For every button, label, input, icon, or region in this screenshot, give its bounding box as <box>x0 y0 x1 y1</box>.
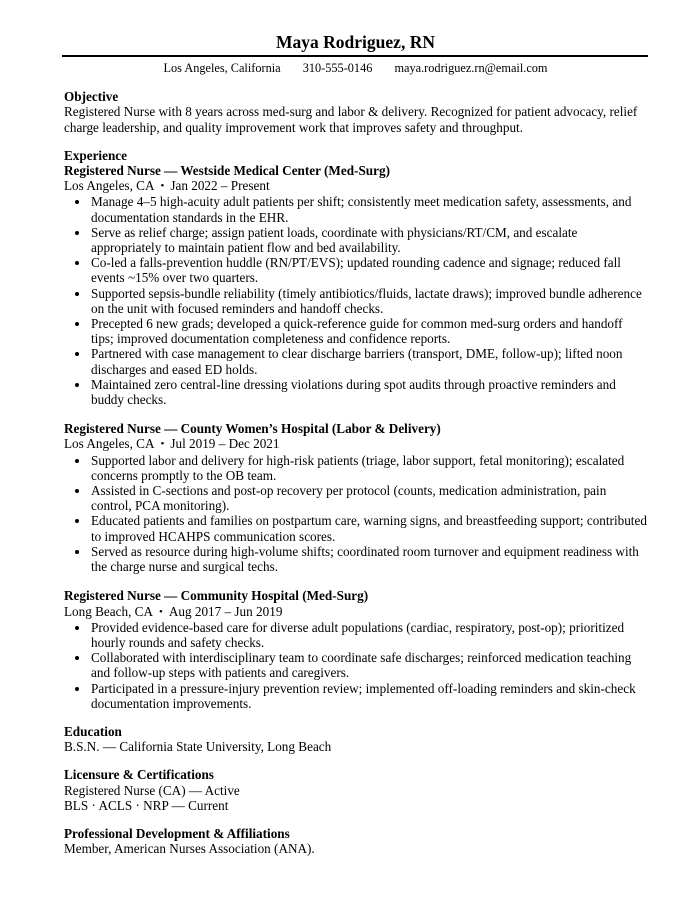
job-bullet: • Educated patients and families on postpartum care, warning signs, and breastfeeding support; contributed to improved HCAHPS communication scores. <box>90 513 647 543</box>
job-location: Long Beach, CA <box>64 603 153 619</box>
job-dates: Jan 2022 – Present <box>170 178 270 194</box>
job-bullet: • Partnered with case management to clear discharge barriers (transport, DME, follow-up); lifted noon discharges and eased ED holds. <box>90 346 647 376</box>
job-title: Registered Nurse — Westside Medical Center (Med-Surg) <box>64 163 390 179</box>
job-meta <box>64 604 647 620</box>
licensure-line: Registered Nurse (CA) — Active <box>64 782 240 798</box>
job-bullet: • Serve as relief charge; assign patient loads, coordinate with physicians/RT/CM, and escalate appropriately to maintain patient flow and bed availability. <box>90 225 647 255</box>
contact-email: maya.rodriguez.rn@email.com <box>394 61 548 75</box>
section-professional-development <box>64 826 647 856</box>
job-bullet: • Participated in a pressure-injury prevention review; implemented off-loading reminders and skin-check documentation improvements. <box>90 681 647 711</box>
candidate-name: Maya Rodriguez, RN <box>276 32 435 52</box>
resume-header <box>64 32 647 76</box>
job-bullet: • Served as resource during high-volume shifts; coordinated room turnover and equipment readiness with the charge nurse and surgical techs. <box>90 544 647 574</box>
contact-line <box>64 61 647 76</box>
objective-body: Registered Nurse with 8 years across med-surg and labor & delivery. Recognized for patient advocacy, relief charge leadership, and quality improvement work that improves safety and throughput. <box>64 104 638 135</box>
job-bullet-list <box>64 194 647 407</box>
experience-heading: Experience <box>64 147 127 163</box>
job-bullet: • Co-led a falls-prevention huddle (RN/PT/EVS); updated rounding cadence and signage; reduced fall events ~15% over two quarters. <box>90 255 647 285</box>
job-location: Los Angeles, CA <box>64 436 155 452</box>
objective-heading: Objective <box>64 89 119 105</box>
job-title: Registered Nurse — County Women’s Hospital (Labor & Delivery) <box>64 421 441 437</box>
job-dates: Aug 2017 – Jun 2019 <box>168 603 283 619</box>
section-experience <box>64 148 647 711</box>
licensure-heading: Licensure & Certifications <box>64 767 214 783</box>
education-heading: Education <box>64 723 122 739</box>
professional-line: Member, American Nurses Association (ANA). <box>64 841 315 857</box>
job-bullet: • Manage 4–5 high-acuity adult patients per shift; consistently meet medication safety, assessments, and documentation standards in the EHR. <box>90 194 647 224</box>
section-objective <box>64 89 647 135</box>
job-bullet: • Supported sepsis-bundle reliability (timely antibiotics/fluids, lactate draws); improved bundle adherence on the unit with focused reminders and handoff checks. <box>90 286 647 316</box>
experience-job-county-womens <box>64 421 647 574</box>
education-line: B.S.N. — California State University, Long Beach <box>64 739 332 755</box>
meta-separator: • <box>160 180 165 193</box>
job-bullet: • Maintained zero central-line dressing violations during spot audits through proactive reminders and buddy checks. <box>90 377 647 407</box>
licensure-line: BLS · ACLS · NRP — Current <box>64 797 229 813</box>
professional-heading: Professional Development & Affiliations <box>64 825 290 841</box>
contact-phone: 310-555-0146 <box>302 61 373 75</box>
experience-job-community <box>64 588 647 711</box>
experience-job-westside <box>64 163 647 407</box>
job-bullet: • Precepted 6 new grads; developed a quick-reference guide for common med-surg orders and handoff tips; improved documentation completeness and confidence reports. <box>90 316 647 346</box>
job-location: Los Angeles, CA <box>64 178 155 194</box>
header-divider <box>62 55 648 57</box>
meta-separator: • <box>160 438 165 451</box>
job-bullet: • Provided evidence-based care for diverse adult populations (cardiac, respiratory, post-op); prioritized hourly rounds and safety checks. <box>90 620 647 650</box>
job-bullet-list <box>64 620 647 711</box>
job-bullet-list <box>64 453 647 575</box>
contact-location: Los Angeles, California <box>163 61 281 75</box>
job-bullet: • Assisted in C-sections and post-op recovery per protocol (counts, medication administration, pain control, PCA monitoring). <box>90 483 647 513</box>
section-education <box>64 724 647 754</box>
job-bullet: • Supported labor and delivery for high-risk patients (triage, labor support, fetal monitoring); escalated concerns promptly to the OB team. <box>90 453 647 483</box>
section-licensure <box>64 767 647 813</box>
job-dates: Jul 2019 – Dec 2021 <box>170 436 280 452</box>
job-bullet: • Collaborated with interdisciplinary team to coordinate safe discharges; reinforced medication teaching and follow-up steps with patients and caregivers. <box>90 650 647 680</box>
job-title: Registered Nurse — Community Hospital (Med-Surg) <box>64 588 369 604</box>
job-meta <box>64 178 647 194</box>
job-meta <box>64 436 647 452</box>
meta-separator: • <box>159 605 163 618</box>
